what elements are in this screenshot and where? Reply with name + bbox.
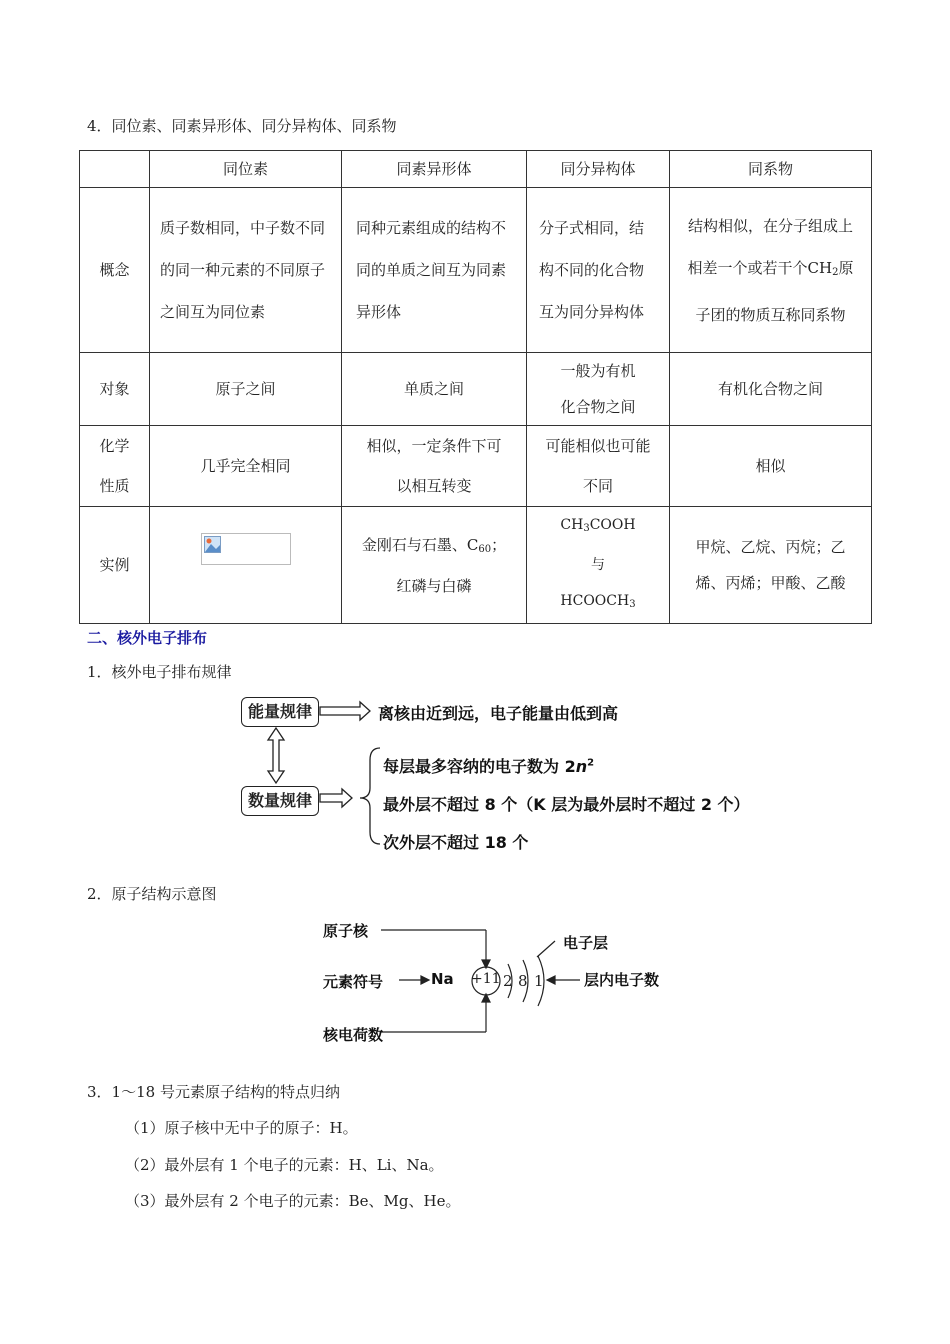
table-row-chem <box>80 426 872 507</box>
count-arrow <box>320 789 352 807</box>
count-rule-2: 最外层不超过 8 个（K 层为最外层时不超过 2 个） <box>383 795 750 814</box>
row-label-chem-line2: 性质 <box>99 477 130 495</box>
row-label-example: 实例 <box>80 507 150 624</box>
header-cell-empty <box>80 151 150 188</box>
example-isomer-line1-sub: 3 <box>583 523 590 534</box>
header-allotrope: 同素异形体 <box>342 151 527 188</box>
example-isomer <box>527 507 670 624</box>
concept-allotrope: 同种元素组成的结构不同的单质之间互为同素异形体 <box>342 188 527 353</box>
example-isomer-line2: 与 <box>591 557 605 573</box>
header-isomer: 同分异构体 <box>527 151 670 188</box>
example-allotrope-line1 <box>348 527 520 568</box>
example-isotope <box>150 507 342 624</box>
chem-allotrope-line2: 以相互转变 <box>396 477 472 495</box>
brace <box>360 748 380 844</box>
example-isomer-line1-pre: CH <box>560 517 584 533</box>
label-electron-shell: 电子层 <box>563 934 609 952</box>
shell-2-count: 8 <box>518 972 528 990</box>
object-isotope: 原子之间 <box>150 353 342 426</box>
energy-rule-box: 能量规律 <box>241 697 319 727</box>
count-rule-box: 数量规律 <box>241 786 319 816</box>
example-allotrope-pre: 金刚石与石墨、C <box>361 535 479 554</box>
example-isomer-line1 <box>533 507 663 547</box>
count-rule-1 <box>383 754 594 777</box>
row-label-concept: 概念 <box>80 188 150 353</box>
broken-image-icon <box>204 536 222 554</box>
shell-3-count: 1 <box>534 972 544 990</box>
chem-isomer <box>527 426 670 507</box>
concept-homolog <box>670 188 872 353</box>
count-rule-1-sup: 2 <box>587 757 595 769</box>
header-homolog: 同系物 <box>670 151 872 188</box>
point-3: （3）最外层有 2 个电子的元素：Be、Mg、He。 <box>125 1192 461 1210</box>
object-allotrope: 单质之间 <box>342 353 527 426</box>
concept-homolog-post: 原子团的物质互称同系物 <box>695 258 854 324</box>
object-isomer <box>527 353 670 426</box>
chem-isomer-line2: 不同 <box>582 477 613 495</box>
object-homolog: 有机化合物之间 <box>670 353 872 426</box>
label-nucleus: 原子核 <box>323 922 369 940</box>
example-allotrope-line2: 红磷与白磷 <box>396 576 472 595</box>
table-row-object <box>80 353 872 426</box>
label-electrons-per-shell: 层内电子数 <box>584 971 660 989</box>
example-allotrope <box>342 507 527 624</box>
element-symbol: Na <box>431 970 454 988</box>
double-arrow <box>268 728 284 783</box>
row-label-object: 对象 <box>80 353 150 426</box>
label-nuclear-charge: 核电荷数 <box>323 1026 384 1044</box>
energy-arrow <box>320 702 370 720</box>
energy-rule-text: 离核由近到远，电子能量由低到高 <box>378 704 619 723</box>
table-row-example <box>80 507 872 624</box>
item-1-title: 1．核外电子排布规律 <box>87 663 232 681</box>
count-rule-1-text: 每层最多容纳的电子数为 2 <box>383 757 576 776</box>
concept-isotope: 质子数相同，中子数不同的同一种元素的不同原子之间互为同位素 <box>150 188 342 353</box>
table-row-concept <box>80 188 872 353</box>
example-isomer-line3 <box>533 583 663 623</box>
chem-homolog: 相似 <box>670 426 872 507</box>
concept-isomer: 分子式相同，结构不同的化合物互为同分异构体 <box>527 188 670 353</box>
label-element-symbol: 元素符号 <box>323 973 384 991</box>
example-isomer-line1-post: COOH <box>589 517 636 533</box>
point-2: （2）最外层有 1 个电子的元素：H、Li、Na。 <box>125 1156 444 1174</box>
example-allotrope-sub: 60 <box>478 543 492 555</box>
row-label-chem <box>80 426 150 507</box>
image-placeholder <box>201 533 291 565</box>
example-allotrope-post: ； <box>491 535 507 554</box>
count-rule-1-var: n <box>575 757 588 776</box>
chem-isomer-line1: 可能相似也可能 <box>545 437 651 455</box>
header-isotope: 同位素 <box>150 151 342 188</box>
example-homolog-line2: 烯、丙烯；甲酸、乙酸 <box>695 574 846 592</box>
item-2-title: 2．原子结构示意图 <box>87 885 217 903</box>
section-title-2: 二、核外电子排布 <box>87 629 208 647</box>
chem-allotrope-line1: 相似，一定条件下可 <box>366 437 502 455</box>
concept-homolog-pre: 结构相似，在分子组成上相差一个或若干个CH <box>687 216 853 277</box>
example-isomer-line3-sub: 3 <box>629 599 636 610</box>
item-3-title: 3．1～18 号元素原子结构的特点归纳 <box>87 1083 340 1101</box>
concept-homolog-sub: 2 <box>832 266 839 278</box>
heading-4: 4．同位素、同素异形体、同分异构体、同系物 <box>87 117 397 135</box>
example-homolog-line1: 甲烷、乙烷、丙烷；乙 <box>695 538 846 556</box>
row-label-chem-line1: 化学 <box>99 437 130 455</box>
table-header-row <box>80 151 872 188</box>
object-isomer-line2: 化合物之间 <box>560 398 636 416</box>
object-isomer-line1: 一般为有机 <box>560 362 636 380</box>
count-rule-3: 次外层不超过 18 个 <box>383 833 529 852</box>
comparison-table <box>79 150 872 624</box>
nuclear-charge-value: +11 <box>471 971 501 987</box>
example-isomer-line3-pre: HCOOCH <box>560 593 630 609</box>
point-1: （1）原子核中无中子的原子：H。 <box>125 1119 358 1137</box>
example-homolog <box>670 507 872 624</box>
shell-1-count: 2 <box>503 972 513 990</box>
chem-allotrope <box>342 426 527 507</box>
chem-isotope: 几乎完全相同 <box>150 426 342 507</box>
